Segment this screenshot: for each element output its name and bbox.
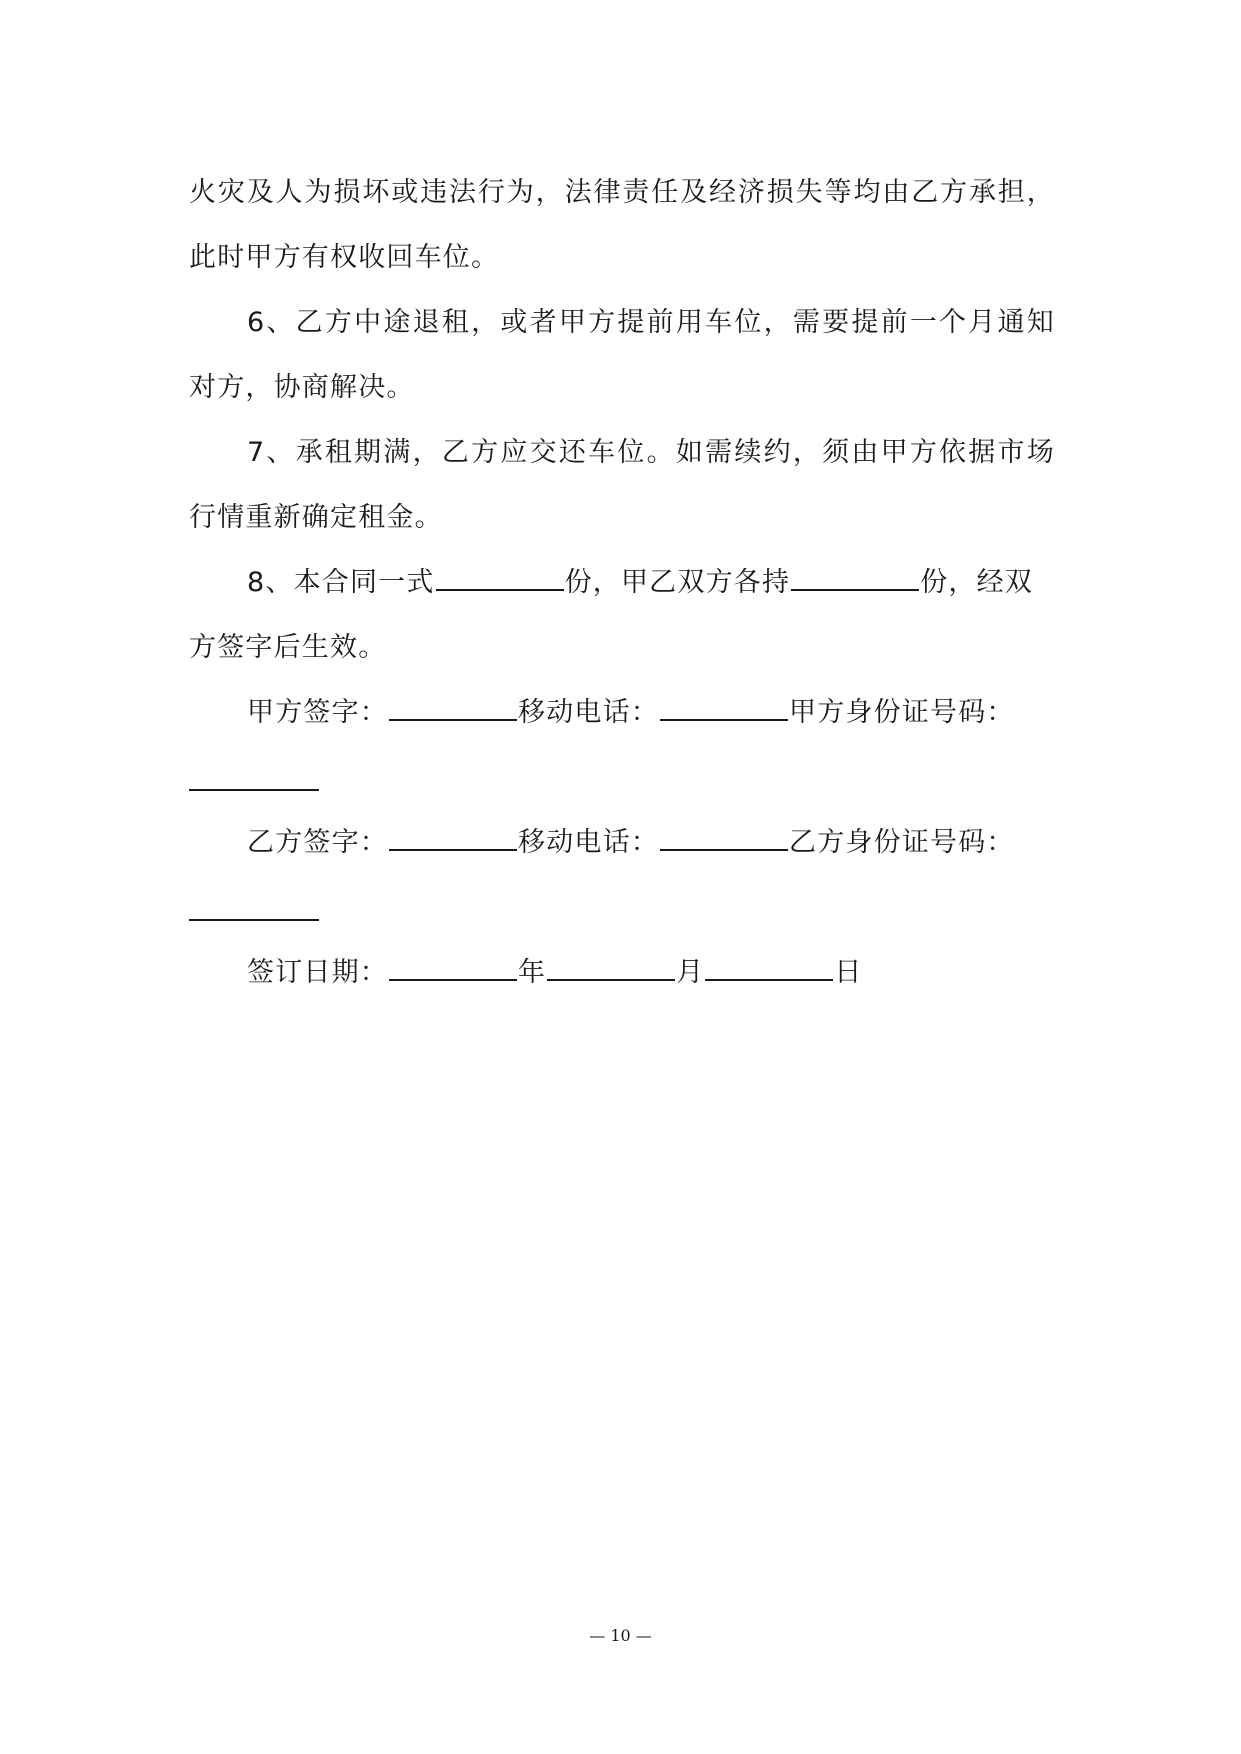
clause-8-line-2: 方签字后生效。 [189,632,387,663]
day-label: 日 [834,957,863,988]
party-a-signature-row [189,680,1055,745]
page-number: — 10 — [589,1626,652,1645]
month-label: 月 [676,957,705,988]
party-a-sign-label: 甲方签字： [247,697,388,728]
month-blank[interactable] [547,959,675,981]
day-blank[interactable] [705,959,833,981]
clause-8-text-part-3: 份，经双 [920,567,1033,598]
copies-total-blank[interactable] [436,569,564,591]
date-label: 签订日期： [247,957,388,988]
clause-8-text-part-1: 8、本合同一式 [247,567,435,598]
party-b-id-label: 乙方身份证号码： [789,827,1015,858]
party-a-phone-label: 移动电话： [518,697,659,728]
clause-6-line-2: 对方，协商解决。 [189,372,415,403]
party-b-sign-blank[interactable] [389,829,517,851]
party-b-sign-label: 乙方签字： [247,827,388,858]
party-b-id-blank[interactable] [189,919,319,921]
party-b-signature-row [189,810,1055,875]
party-a-sign-blank[interactable] [389,699,517,721]
year-blank[interactable] [389,959,517,981]
party-a-id-label: 甲方身份证号码： [789,697,1015,728]
party-b-phone-blank[interactable] [660,829,788,851]
clause-7-line-2: 行情重新确定租金。 [189,502,443,533]
party-a-id-row [189,745,1055,810]
copies-each-blank[interactable] [791,569,919,591]
signing-date-row [189,940,1055,1005]
party-b-phone-label: 移动电话： [518,827,659,858]
clause-5-continued-line-1: 火灾及人为损坏或违法行为，法律责任及经济损失等均由乙方承担， [189,177,1055,208]
party-a-id-blank[interactable] [189,789,319,791]
year-label: 年 [518,957,547,988]
clause-7-line-1: 7、承租期满，乙方应交还车位。如需续约，须由甲方依据市场 [247,437,1055,468]
party-b-id-row [189,875,1055,940]
document-body [189,160,1055,1005]
clause-5-continued-line-2: 此时甲方有权收回车位。 [189,242,500,273]
clause-8-text-part-2: 份，甲乙双方各持 [564,567,791,598]
party-a-phone-blank[interactable] [660,699,788,721]
clause-6-line-1: 6、乙方中途退租，或者甲方提前用车位，需要提前一个月通知 [247,307,1055,338]
clause-8-line-1 [189,550,1055,615]
